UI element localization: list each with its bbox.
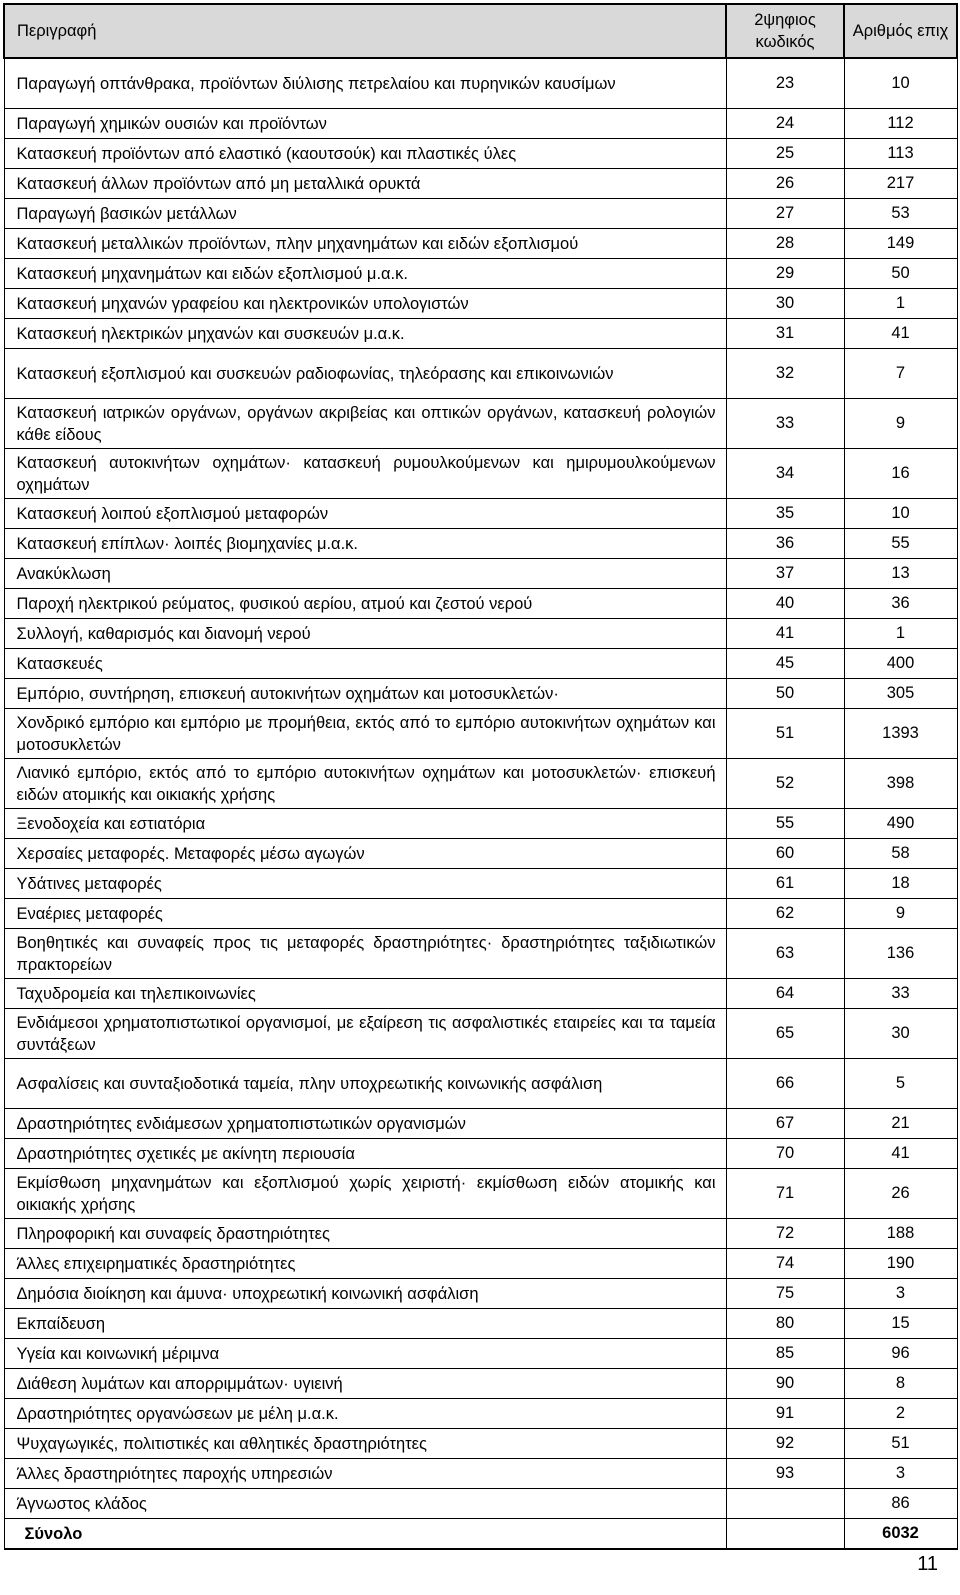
- table-row: [4, 1369, 957, 1399]
- table-row: [4, 169, 957, 199]
- table-row: [4, 58, 957, 109]
- row-code: 27: [726, 199, 844, 229]
- row-count: 51: [844, 1429, 957, 1459]
- table-row: [4, 1459, 957, 1489]
- row-code: 64: [726, 979, 844, 1009]
- row-description: Διάθεση λυμάτων και απορριμμάτων· υγιεινή: [4, 1369, 726, 1399]
- row-description: Κατασκευή επίπλων· λοιπές βιομηχανίες μ.α.κ.: [4, 529, 726, 559]
- row-count: 1393: [844, 709, 957, 759]
- table-row: [4, 449, 957, 499]
- table-row: [4, 589, 957, 619]
- table-row: [4, 289, 957, 319]
- table-row: [4, 649, 957, 679]
- total-count: 6032: [844, 1519, 957, 1550]
- row-code: 34: [726, 449, 844, 499]
- table-row: [4, 929, 957, 979]
- row-count: 113: [844, 139, 957, 169]
- row-description: Ψυχαγωγικές, πολιτιστικές και αθλητικές δραστηριότητες: [4, 1429, 726, 1459]
- row-count: 9: [844, 399, 957, 449]
- row-description: Κατασκευή άλλων προϊόντων από μη μεταλλικά ορυκτά: [4, 169, 726, 199]
- table-row: [4, 1059, 957, 1109]
- row-description: Δημόσια διοίκηση και άμυνα· υποχρεωτική κοινωνική ασφάλιση: [4, 1279, 726, 1309]
- row-description: Βοηθητικές και συναφείς προς τις μεταφορές δραστηριότητες· δραστηριότητες ταξιδιωτικών πρακτορείων: [4, 929, 726, 979]
- row-count: 9: [844, 899, 957, 929]
- table-row: [4, 1339, 957, 1369]
- row-count: 96: [844, 1339, 957, 1369]
- row-description: Κατασκευή ηλεκτρικών μηχανών και συσκευών μ.α.κ.: [4, 319, 726, 349]
- table-row: [4, 499, 957, 529]
- table-row: [4, 1009, 957, 1059]
- row-count: 30: [844, 1009, 957, 1059]
- row-description: Εκπαίδευση: [4, 1309, 726, 1339]
- row-description: Ασφαλίσεις και συνταξιοδοτικά ταμεία, πλην υποχρεωτικής κοινωνικής ασφάλιση: [4, 1059, 726, 1109]
- row-code: 90: [726, 1369, 844, 1399]
- table-header-row: [4, 4, 957, 58]
- row-code: 93: [726, 1459, 844, 1489]
- table-row: [4, 979, 957, 1009]
- table-row: [4, 139, 957, 169]
- row-code: 92: [726, 1429, 844, 1459]
- row-code: 50: [726, 679, 844, 709]
- table-row: [4, 349, 957, 399]
- total-label: Σύνολο: [4, 1519, 726, 1550]
- row-code: 63: [726, 929, 844, 979]
- row-description: Άλλες δραστηριότητες παροχής υπηρεσιών: [4, 1459, 726, 1489]
- table-row: [4, 319, 957, 349]
- row-description: Κατασκευή ιατρικών οργάνων, οργάνων ακριβείας και οπτικών οργάνων, κατασκευή ρολογιών κάθε είδους: [4, 399, 726, 449]
- row-code: 28: [726, 229, 844, 259]
- row-description: Δραστηριότητες ενδιάμεσων χρηματοπιστωτικών οργανισμών: [4, 1109, 726, 1139]
- row-count: 136: [844, 929, 957, 979]
- row-description: Υδάτινες μεταφορές: [4, 869, 726, 899]
- row-count: 58: [844, 839, 957, 869]
- total-code: [726, 1519, 844, 1550]
- row-code: 61: [726, 869, 844, 899]
- industry-table: [3, 3, 958, 1550]
- row-code: 25: [726, 139, 844, 169]
- header-code: 2ψηφιος κωδικός: [726, 4, 844, 58]
- row-code: 45: [726, 649, 844, 679]
- table-row: [4, 869, 957, 899]
- row-count: 400: [844, 649, 957, 679]
- table-row: [4, 1429, 957, 1459]
- row-count: 490: [844, 809, 957, 839]
- row-count: 21: [844, 1109, 957, 1139]
- row-description: Κατασκευή προϊόντων από ελαστικό (καουτσούκ) και πλαστικές ύλες: [4, 139, 726, 169]
- row-description: Ενδιάμεσοι χρηματοπιστωτικοί οργανισμοί, με εξαίρεση τις ασφαλιστικές εταιρείες και τα ταμεία συντάξεων: [4, 1009, 726, 1059]
- row-count: 190: [844, 1249, 957, 1279]
- row-count: 3: [844, 1279, 957, 1309]
- row-description: Κατασκευή μηχανών γραφείου και ηλεκτρονικών υπολογιστών: [4, 289, 726, 319]
- table-row: [4, 1139, 957, 1169]
- row-code: 40: [726, 589, 844, 619]
- row-description: Ταχυδρομεία και τηλεπικοινωνίες: [4, 979, 726, 1009]
- row-count: 13: [844, 559, 957, 589]
- row-count: 26: [844, 1169, 957, 1219]
- row-count: 53: [844, 199, 957, 229]
- row-description: Δραστηριότητες σχετικές με ακίνητη περιουσία: [4, 1139, 726, 1169]
- row-description: Ξενοδοχεία και εστιατόρια: [4, 809, 726, 839]
- row-code: 52: [726, 759, 844, 809]
- row-count: 1: [844, 619, 957, 649]
- row-code: 32: [726, 349, 844, 399]
- row-code: 51: [726, 709, 844, 759]
- row-code: 72: [726, 1219, 844, 1249]
- row-count: 55: [844, 529, 957, 559]
- row-description: Παραγωγή χημικών ουσιών και προϊόντων: [4, 109, 726, 139]
- table-row: [4, 899, 957, 929]
- row-description: Λιανικό εμπόριο, εκτός από το εμπόριο αυτοκινήτων οχημάτων και μοτοσυκλετών· επισκευή ειδών ατομικής και οικιακής χρήσης: [4, 759, 726, 809]
- row-description: Ανακύκλωση: [4, 559, 726, 589]
- row-count: 1: [844, 289, 957, 319]
- row-description: Κατασκευή εξοπλισμού και συσκευών ραδιοφωνίας, τηλεόρασης και επικοινωνιών: [4, 349, 726, 399]
- row-code: 80: [726, 1309, 844, 1339]
- table-row: [4, 229, 957, 259]
- row-count: 41: [844, 319, 957, 349]
- table-row: [4, 709, 957, 759]
- row-description: Άγνωστος κλάδος: [4, 1489, 726, 1519]
- row-description: Κατασκευή αυτοκινήτων οχημάτων· κατασκευή ρυμουλκούμενων και ημιρυμουλκούμενων οχημάτων: [4, 449, 726, 499]
- table-row: [4, 529, 957, 559]
- row-code: 71: [726, 1169, 844, 1219]
- row-count: 149: [844, 229, 957, 259]
- table-row: [4, 1219, 957, 1249]
- row-count: 112: [844, 109, 957, 139]
- table-row: [4, 559, 957, 589]
- table-row: [4, 759, 957, 809]
- row-count: 86: [844, 1489, 957, 1519]
- table-row: [4, 619, 957, 649]
- row-count: 305: [844, 679, 957, 709]
- row-count: 41: [844, 1139, 957, 1169]
- row-code: 23: [726, 58, 844, 109]
- table-row: [4, 1309, 957, 1339]
- header-description: Περιγραφή: [4, 4, 726, 58]
- row-description: Κατασκευή λοιπού εξοπλισμού μεταφορών: [4, 499, 726, 529]
- row-count: 398: [844, 759, 957, 809]
- table-row: [4, 1489, 957, 1519]
- table-row: [4, 809, 957, 839]
- table-row: [4, 679, 957, 709]
- row-code: 60: [726, 839, 844, 869]
- table-row: [4, 399, 957, 449]
- row-description: Κατασκευές: [4, 649, 726, 679]
- row-count: 33: [844, 979, 957, 1009]
- table-row: [4, 1109, 957, 1139]
- table-row: [4, 109, 957, 139]
- row-description: Κατασκευή μηχανημάτων και ειδών εξοπλισμού μ.α.κ.: [4, 259, 726, 289]
- row-description: Παροχή ηλεκτρικού ρεύματος, φυσικού αερίου, ατμού και ζεστού νερού: [4, 589, 726, 619]
- row-description: Εναέριες μεταφορές: [4, 899, 726, 929]
- row-code: 37: [726, 559, 844, 589]
- page-number: 11: [917, 1553, 938, 1575]
- row-description: Υγεία και κοινωνική μέριμνα: [4, 1339, 726, 1369]
- row-code: 24: [726, 109, 844, 139]
- row-code: 55: [726, 809, 844, 839]
- row-count: 36: [844, 589, 957, 619]
- row-code: 67: [726, 1109, 844, 1139]
- row-count: 18: [844, 869, 957, 899]
- row-description: Εμπόριο, συντήρηση, επισκευή αυτοκινήτων οχημάτων και μοτοσυκλετών·: [4, 679, 726, 709]
- row-count: 7: [844, 349, 957, 399]
- row-count: 5: [844, 1059, 957, 1109]
- row-description: Εκμίσθωση μηχανημάτων και εξοπλισμού χωρίς χειριστή· εκμίσθωση ειδών ατομικής και οικιακής χρήσης: [4, 1169, 726, 1219]
- row-code: [726, 1489, 844, 1519]
- row-description: Χερσαίες μεταφορές. Μεταφορές μέσω αγωγών: [4, 839, 726, 869]
- row-code: 65: [726, 1009, 844, 1059]
- row-code: 75: [726, 1279, 844, 1309]
- row-code: 41: [726, 619, 844, 649]
- row-count: 3: [844, 1459, 957, 1489]
- row-code: 26: [726, 169, 844, 199]
- row-description: Κατασκευή μεταλλικών προϊόντων, πλην μηχανημάτων και ειδών εξοπλισμού: [4, 229, 726, 259]
- row-count: 10: [844, 58, 957, 109]
- row-count: 16: [844, 449, 957, 499]
- total-row: [4, 1519, 957, 1550]
- table-row: [4, 199, 957, 229]
- row-code: 91: [726, 1399, 844, 1429]
- row-count: 8: [844, 1369, 957, 1399]
- table-row: [4, 839, 957, 869]
- row-description: Πληροφορική και συναφείς δραστηριότητες: [4, 1219, 726, 1249]
- row-description: Παραγωγή βασικών μετάλλων: [4, 199, 726, 229]
- header-count: Αριθμός επιχ: [844, 4, 957, 58]
- row-description: Συλλογή, καθαρισμός και διανομή νερού: [4, 619, 726, 649]
- row-code: 85: [726, 1339, 844, 1369]
- table-body: [4, 58, 957, 1519]
- table-row: [4, 1279, 957, 1309]
- row-code: 33: [726, 399, 844, 449]
- row-code: 36: [726, 529, 844, 559]
- table-row: [4, 259, 957, 289]
- row-count: 50: [844, 259, 957, 289]
- table-row: [4, 1169, 957, 1219]
- row-description: Άλλες επιχειρηματικές δραστηριότητες: [4, 1249, 726, 1279]
- row-count: 2: [844, 1399, 957, 1429]
- row-count: 217: [844, 169, 957, 199]
- row-count: 188: [844, 1219, 957, 1249]
- row-description: Δραστηριότητες οργανώσεων με μέλη μ.α.κ.: [4, 1399, 726, 1429]
- row-code: 74: [726, 1249, 844, 1279]
- row-code: 70: [726, 1139, 844, 1169]
- row-code: 31: [726, 319, 844, 349]
- row-description: Χονδρικό εμπόριο και εμπόριο με προμήθεια, εκτός από το εμπόριο αυτοκινήτων οχημάτων και μοτοσυκλετών: [4, 709, 726, 759]
- row-count: 10: [844, 499, 957, 529]
- row-code: 30: [726, 289, 844, 319]
- row-code: 29: [726, 259, 844, 289]
- row-code: 35: [726, 499, 844, 529]
- row-description: Παραγωγή οπτάνθρακα, προϊόντων διύλισης πετρελαίου και πυρηνικών καυσίμων: [4, 58, 726, 109]
- row-code: 66: [726, 1059, 844, 1109]
- row-count: 15: [844, 1309, 957, 1339]
- table-row: [4, 1249, 957, 1279]
- row-code: 62: [726, 899, 844, 929]
- table-row: [4, 1399, 957, 1429]
